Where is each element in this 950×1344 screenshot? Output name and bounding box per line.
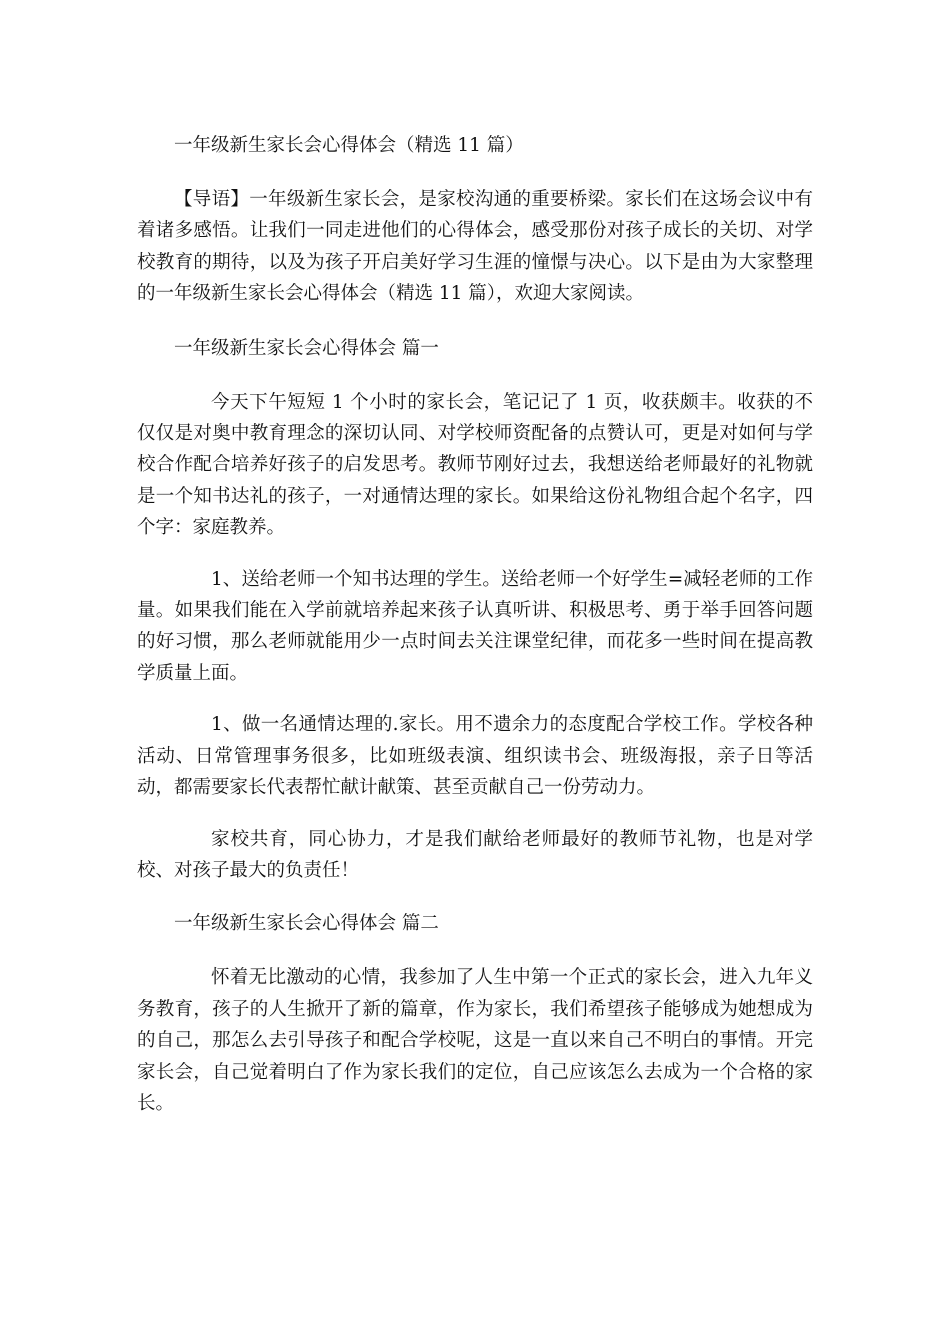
section2-paragraph-1: 怀着无比激动的心情，我参加了人生中第一个正式的家长会，进入九年义务教育，孩子的人生掀开了新的篇章，作为家长，我们希望孩子能够成为她想成为的自己，那怎么去引导孩子和配合学校呢，这是一直以来自己不明白的事情。开完家长会，自己觉着明白了作为家长我们的定位，自己应该怎么去成为一个合格的家长。 [137, 967, 813, 1114]
document-page [137, 128, 813, 1119]
document-title: 一年级新生家长会心得体会（精选 11 篇） [174, 135, 524, 156]
section1-paragraph-1: 今天下午短短 1 个小时的家长会，笔记记了 1 页，收获颇丰。收获的不仅仅是对奥中教育理念的深切认同、对学校师资配备的点赞认可，更是对如何与学校合作配合培养好孩子的启发思考。教师节刚好过去，我想送给老师最好的礼物就是一个知书达礼的孩子，一对通情达理的家长。如果给这份礼物组合起个名字，四个字：家庭教养。 [137, 391, 813, 539]
section1-paragraph-4: 家校共育，同心协力，才是我们献给老师最好的教师节礼物，也是对学校、对孩子最大的负责任！ [137, 828, 813, 881]
section-heading-1: 一年级新生家长会心得体会 篇一 [174, 337, 439, 359]
section1-paragraph-2: 1、送给老师一个知书达理的学生。送给老师一个好学生=减轻老师的工作量。如果我们能在入学前就培养起来孩子认真听讲、积极思考、勇于举手回答问题的好习惯，那么老师就能用少一点时间去关注课堂纪律，而花多一些时间在提高教学质量上面。 [137, 568, 813, 684]
section-heading-2: 一年级新生家长会心得体会 篇二 [174, 913, 439, 935]
section1-paragraph-3: 1、做一名通情达理的.家长。用不遗余力的态度配合学校工作。学校各种活动、日常管理事务很多，比如班级表演、组织读书会、班级海报，亲子日等活动，都需要家长代表帮忙献计献策、甚至贡献自己一份劳动力。 [137, 714, 813, 799]
intro-paragraph: 【导语】一年级新生家长会，是家校沟通的重要桥梁。家长们在这场会议中有着诸多感悟。让我们一同走进他们的心得体会，感受那份对孩子成长的关切、对学校教育的期待，以及为孩子开启美好学习生涯的憧憬与决心。以下是由为大家整理的一年级新生家长会心得体会（精选 11 篇），欢迎大家阅读。 [137, 189, 813, 305]
